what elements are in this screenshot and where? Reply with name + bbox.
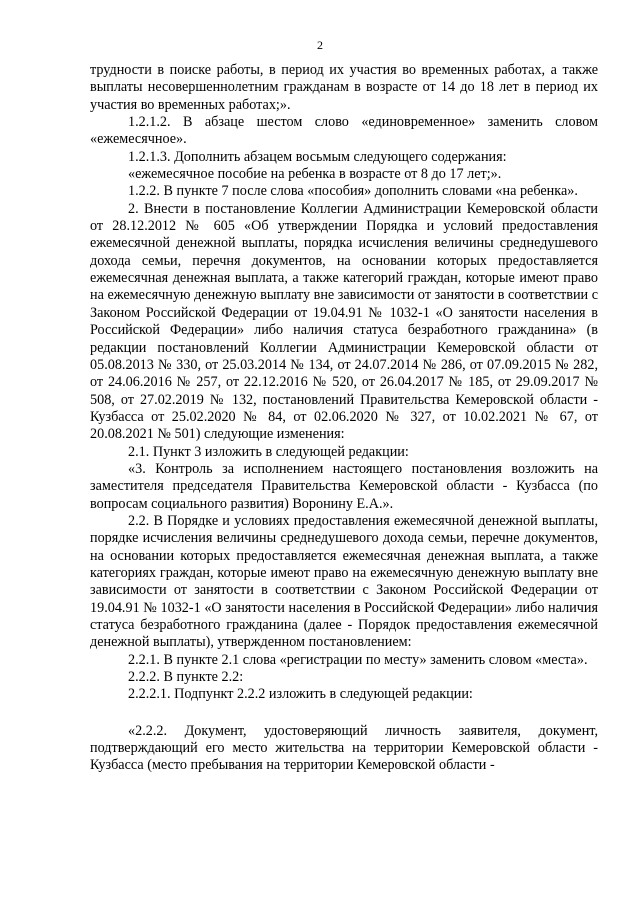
paragraph-2-2-2: 2.2.2. В пункте 2.2: (128, 669, 244, 686)
paragraph-quote-allowance: «ежемесячное пособие на ребенка в возрасте от 8 до 17 лет;». (128, 166, 502, 183)
paragraph-2-2-1: 2.2.1. В пункте 2.1 слова «регистрации по месту» заменить словом «места». (128, 651, 588, 668)
paragraph-quote-document: «2.2.2. Документ, удостоверяющий личность заявителя, документ, подтверждающий его место жительства на территории Кемеровской области - Кузбасса (место пребывания на территории Кемеровской области - (90, 722, 598, 774)
paragraph-2-1: 2.1. Пункт 3 изложить в следующей редакции: (128, 443, 409, 460)
page-number: 2 (317, 38, 323, 52)
document-body (90, 62, 598, 775)
paragraph-1-2-1-3: 1.2.1.3. Дополнить абзацем восьмым следующего содержания: (128, 148, 507, 165)
paragraph-1-2-2: 1.2.2. В пункте 7 после слова «пособия» дополнить словами «на ребенка». (128, 183, 578, 200)
paragraph-quote-control: «3. Контроль за исполнением настоящего постановления возложить на заместителя председателя Правительства Кемеровской области - Кузбасса (по вопросам социального развития) Воронину Е.А.». (90, 460, 598, 512)
paragraph-2: 2. Внести в постановление Коллегии Администрации Кемеровской области от 28.12.2012 № 605 «Об утверждении Порядка и условий предоставления ежемесячной денежной выплаты, порядка исчисления величины среднедушевого дохода семьи, перечня документов, на основании которых предоставляется ежемесячная денежная выплата, а также категорий граждан, которые имеют право на ежемесячную денежную выплату вне зависимости от занятости в соответствии с Законом Российской Федерации от 19.04.91 № 1032-1 «О занятости населения в Российской Федерации» либо наличия статуса безработного гражданина» (в редакции постановлений Коллегии Администрации Кемеровской области от 05.08.2013 № 330, от 25.03.2014 № 134, от 24.07.2014 № 286, от 07.09.2015 № 282, от 24.06.2016 № 257, от 22.12.2016 № 520, от 26.04.2017 № 185, от 29.09.2017 № 508, от 27.02.2019 № 132, постановлений Правительства Кемеровской области - Кузбасса от 25.02.2020 № 84, от 02.06.2020 № 327, от 10.02.2021 № 67, от 20.08.2021 № 501) следующие изменения: (90, 200, 598, 443)
paragraph-2-2: 2.2. В Порядке и условиях предоставления ежемесячной денежной выплаты, порядке исчисления величины среднедушевого дохода семьи, перечне документов, на основании которых предоставляется ежемесячная денежная выплата, а также категориях граждан, которые имеют право на ежемесячную денежную выплату вне зависимости от занятости в соответствии с Законом Российской Федерации от 19.04.91 № 1032-1 «О занятости населения в Российской Федерации» либо наличия статуса безработного гражданина (далее - Порядок предоставления ежемесячной денежной выплаты), утвержденном постановлением: (90, 512, 598, 651)
paragraph-1-2-1-2: 1.2.1.2. В абзаце шестом слово «единовременное» заменить словом «ежемесячное». (90, 114, 598, 148)
paragraph-continuation: трудности в поиске работы, в период их участия во временных работах, а также выплаты несовершеннолетним гражданам в возрасте от 14 до 18 лет в период их участия во временных работах;». (90, 62, 598, 113)
paragraph-2-2-2-1: 2.2.2.1. Подпункт 2.2.2 изложить в следующей редакции: (128, 686, 473, 703)
